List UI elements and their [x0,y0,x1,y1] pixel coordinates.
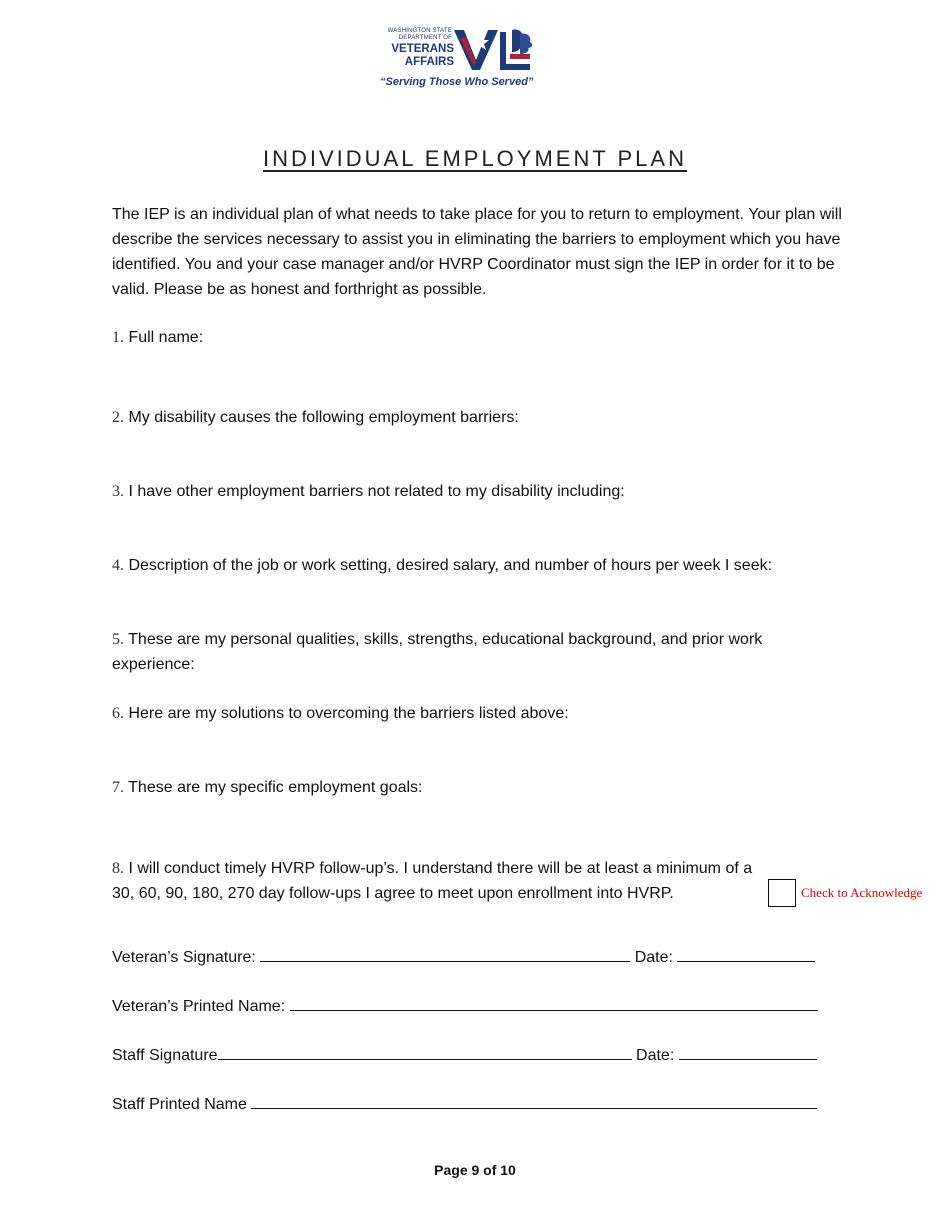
question-employment-goals: 7. These are my specific employment goals: [112,779,423,796]
question-follow-ups: 8. I will conduct timely HVRP follow-up’s. I understand there will be at least a minimum of a 30, 60, 90, 180, 270 day follow-ups I agree to meet upon enrollment into HVRP. [112,860,753,902]
question-other-barriers: 3. I have other employment barriers not related to my disability including: [112,483,625,500]
question-solutions: 6. Here are my solutions to overcoming the barriers listed above: [112,705,569,722]
question-disability-barriers: 2. My disability causes the following employment barriers: [112,409,519,426]
question-personal-qualities: 5. These are my personal qualities, skills, strengths, educational background, and prior work experience: [112,631,763,673]
page-title: INDIVIDUAL EMPLOYMENT PLAN [263,146,687,171]
intro-paragraph: The IEP is an individual plan of what needs to take place for you to return to employment. Your plan will describe the services necessary to assist you in eliminating the barriers to employment which you have identified. You and your case manager and/or HVRP Coordinator must sign the IEP in order for it to be valid. Please be as honest and forthright as possible. [112,206,842,298]
acknowledge-checkbox[interactable] [768,879,796,907]
logo-agency-small: WASHINGTON STATE DEPARTMENT OF [387,28,452,41]
staff-printed-name-row: Staff Printed Name [112,1093,817,1116]
staff-signature-row: Staff Signature Date: [112,1044,817,1067]
veteran-printed-name-row: Veteran’s Printed Name: [112,995,818,1018]
question-job-description: 4. Description of the job or work setting, desired salary, and number of hours per week I seek: [112,557,773,574]
wdva-logo [370,22,540,92]
veteran-signature-field[interactable] [260,946,630,962]
page-number: Page 9 of 10 [434,1162,516,1178]
veteran-signature-row: Veteran’s Signature: Date: [112,946,815,969]
veteran-printed-name-field[interactable] [290,995,818,1011]
logo-tagline: “Serving Those Who Served” [380,76,534,88]
staff-date-field[interactable] [679,1044,817,1060]
question-full-name: 1. Full name: [112,329,204,346]
staff-signature-field[interactable] [218,1044,632,1060]
logo-mark-icon [454,26,536,74]
veteran-date-field[interactable] [677,946,815,962]
acknowledge-label: Check to Acknowledge [801,885,923,900]
staff-printed-name-field[interactable] [251,1093,817,1109]
logo-agency-name: VETERANS AFFAIRS [391,43,454,68]
